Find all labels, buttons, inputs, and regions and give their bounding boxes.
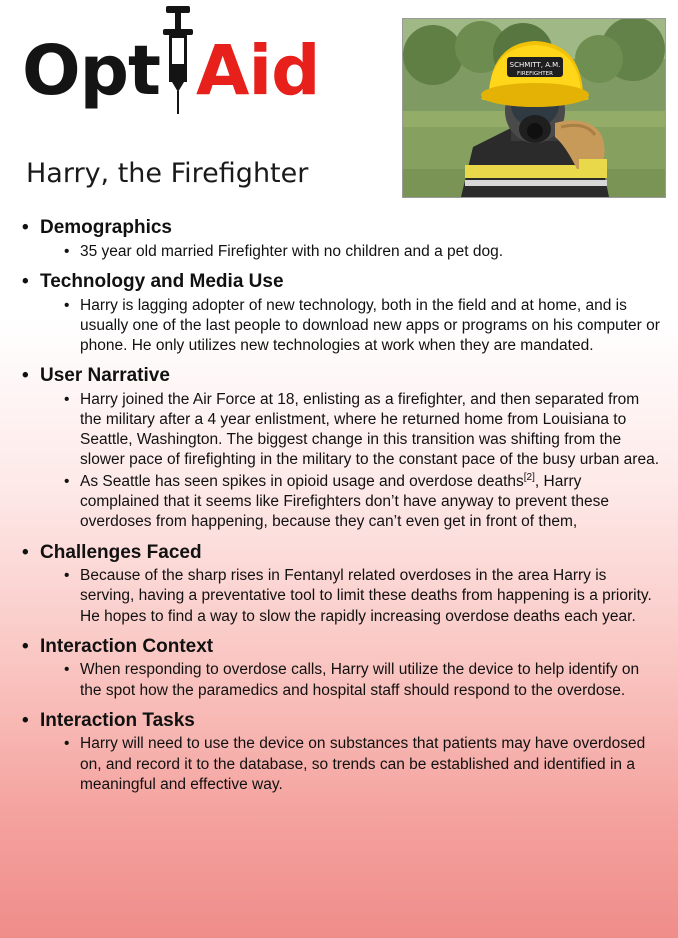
firefighter-photo — [402, 18, 666, 198]
section-demographics — [18, 216, 664, 262]
list-item: • Harry joined the Air Force at 18, enlisting as a firefighter, and then separated from the military after a 4 year enlistment, where he returned home from Louisiana to Seattle, Washington. The biggest change in this transition was shifting from the slower pace of firefighting in the military to the constant pace of the busy urban area. — [64, 390, 664, 471]
bullet-list — [40, 660, 664, 700]
bullet-list — [40, 566, 664, 626]
bullet-list — [40, 390, 664, 533]
section-list — [18, 216, 664, 795]
bullet-list — [40, 296, 664, 356]
section-interaction-context — [18, 635, 664, 701]
section-interaction-tasks — [18, 709, 664, 795]
list-item: • As Seattle has seen spikes in opioid usage and overdose deaths[2], Harry complained that it seems like Firefighters don’t have anyway to prevent these overdoses from happening, because they can’t even get in front of them, — [64, 472, 664, 532]
section-technology-and-media-use — [18, 270, 664, 356]
bullet-list — [40, 242, 664, 262]
logo-text-opt: Opt — [22, 31, 161, 111]
section-heading: • Demographics — [40, 217, 172, 238]
list-item: • 35 year old married Firefighter with no children and a pet dog. — [64, 242, 664, 262]
list-item: • When responding to overdose calls, Harry will utilize the device to help identify on the spot how the paramedics and hospital staff should respond to the overdose. — [64, 660, 664, 700]
section-user-narrative — [18, 364, 664, 533]
syringe-icon — [161, 6, 195, 114]
svg-text:SCHMITT, A.M.: SCHMITT, A.M. — [509, 61, 561, 69]
section-heading: • User Narrative — [40, 364, 170, 386]
opt-aid-logo — [22, 28, 320, 111]
section-heading: • Challenges Faced — [40, 541, 202, 563]
list-item: • Harry is lagging adopter of new technology, both in the field and at home, and is usually one of the last people to download new apps or programs on his computer or phone. He only utilizes new technologies at work when they are mandated. — [64, 296, 664, 356]
section-heading: • Interaction Tasks — [40, 709, 195, 731]
page-title: Harry, the Firefighter — [26, 158, 309, 189]
persona-content — [0, 200, 678, 795]
section-challenges-faced — [18, 541, 664, 627]
list-item: • Because of the sharp rises in Fentanyl related overdoses in the area Harry is serving, having a preventative tool to limit these deaths from happening is a priority. He hopes to find a way to slow the rapidly increasing overdose deaths each year. — [64, 566, 664, 626]
list-item: • Harry will need to use the device on substances that patients may have overdosed on, and record it to the database, so trends can be established and identified in a meaningful and effective way. — [64, 734, 664, 794]
bullet-list — [40, 734, 664, 794]
section-heading: • Technology and Media Use — [40, 270, 284, 292]
page-header — [0, 0, 678, 200]
section-heading: • Interaction Context — [40, 635, 214, 657]
logo-text-aid: Aid — [196, 31, 320, 111]
svg-text:FIREFIGHTER: FIREFIGHTER — [517, 71, 553, 77]
